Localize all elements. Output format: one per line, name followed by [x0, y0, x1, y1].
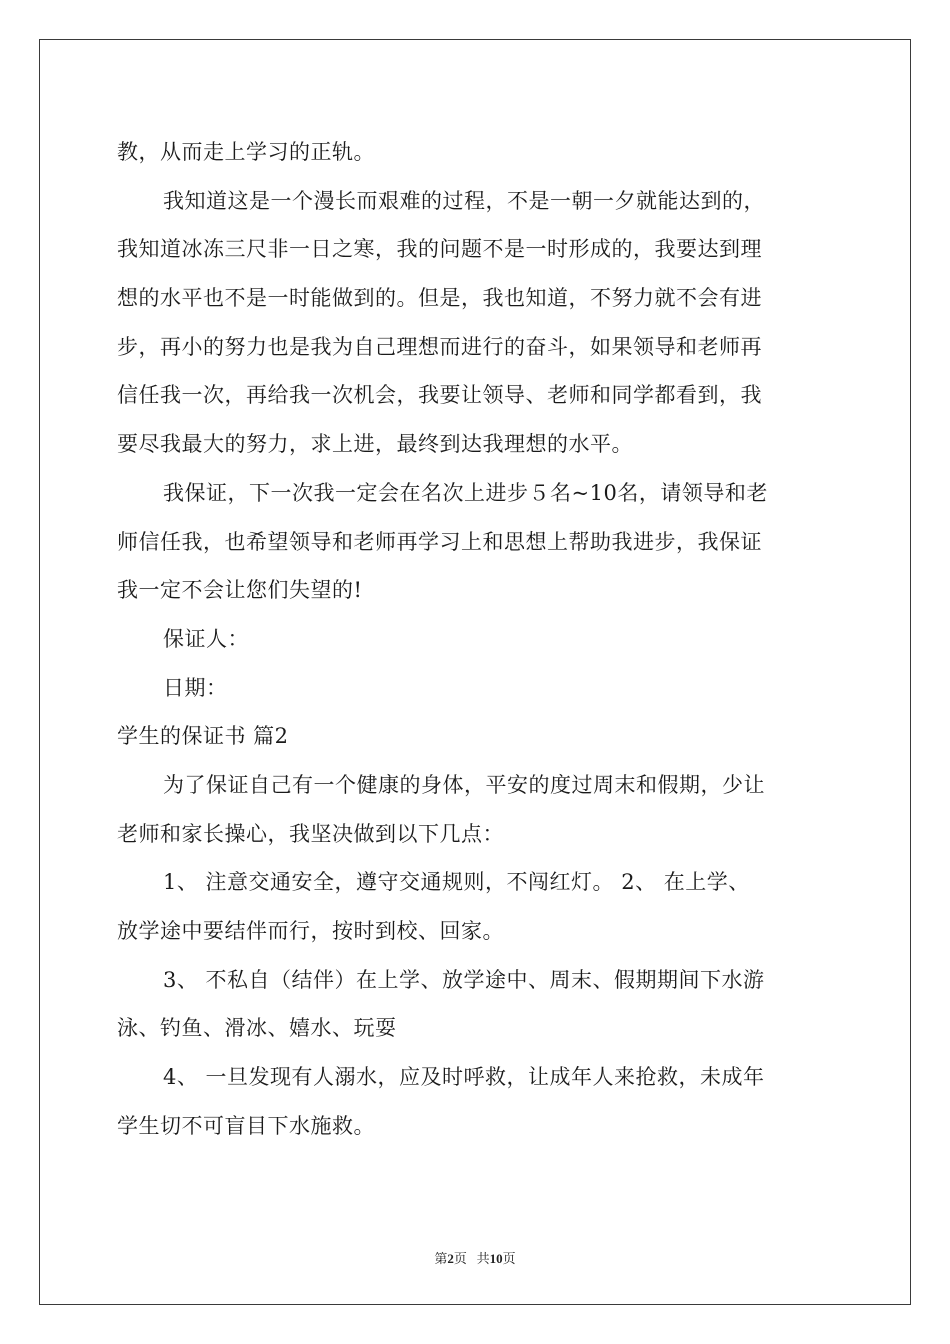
- document-body: [117, 128, 833, 1150]
- text-line: 我知道冰冻三尺非一日之寒，我的问题不是一时形成的，我要达到理: [117, 237, 762, 262]
- text-line: 我保证，下一次我一定会在名次上进步５名~10名，请领导和老: [163, 480, 768, 505]
- text-line: 我知道这是一个漫长而艰难的过程，不是一朝一夕就能达到的，: [163, 188, 765, 213]
- guarantor-label: 保证人：: [163, 626, 249, 651]
- list-item: 3、 不私自（结伴）在上学、放学途中、周末、假期期间下水游: [163, 967, 765, 992]
- text-line: 要尽我最大的努力，求上进，最终到达我理想的水平。: [117, 432, 633, 457]
- text-line: 为了保证自己有一个健康的身体，平安的度过周末和假期，少让: [163, 772, 765, 797]
- text-line: 教，从而走上学习的正轨。: [117, 140, 375, 164]
- text-line: 我一定不会让您们失望的!: [117, 578, 363, 603]
- list-item: 4、 一旦发现有人溺水，应及时呼救，让成年人来抢救，未成年: [163, 1065, 765, 1090]
- text-line: 师信任我，也希望领导和老师再学习上和思想上帮助我进步，我保证: [117, 529, 762, 554]
- text-line: 学生切不可盲目下水施救。: [117, 1113, 375, 1138]
- footer-mid: 页 共: [453, 1251, 490, 1266]
- total-page-count: 10: [489, 1251, 503, 1266]
- date-label: 日期：: [163, 675, 228, 700]
- list-item: 1、 注意交通安全，遵守交通规则，不闯红灯。 2、 在上学、: [163, 870, 750, 895]
- text-line: 放学途中要结伴而行，按时到校、回家。: [117, 919, 504, 943]
- page-footer: [0, 1248, 950, 1267]
- text-line: 想的水平也不是一时能做到的。但是，我也知道，不努力就不会有进: [117, 286, 762, 311]
- text-line: 老师和家长操心，我坚决做到以下几点：: [117, 821, 504, 846]
- section-heading: 学生的保证书 篇2: [117, 724, 289, 749]
- footer-suffix: 页: [502, 1251, 516, 1266]
- text-line: 泳、钓鱼、滑冰、嬉水、玩耍: [117, 1016, 397, 1041]
- footer-prefix: 第: [434, 1251, 448, 1266]
- text-line: 步，再小的努力也是我为自己理想而进行的奋斗，如果领导和老师再: [117, 334, 762, 359]
- current-page-number: 2: [447, 1251, 454, 1266]
- text-line: 信任我一次，再给我一次机会，我要让领导、老师和同学都看到，我: [117, 383, 762, 408]
